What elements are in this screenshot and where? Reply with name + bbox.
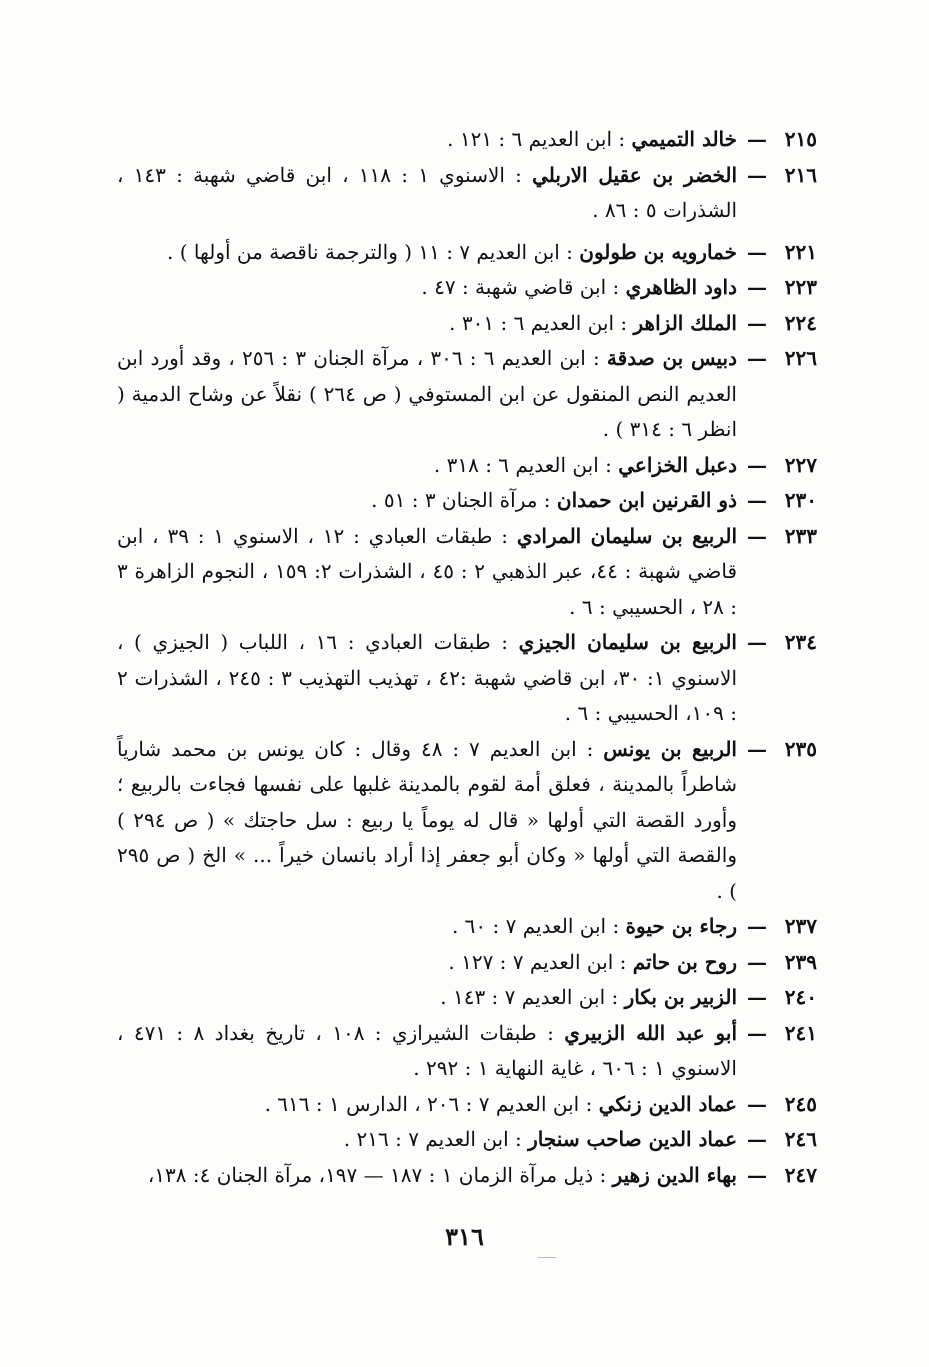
entry-name: داود الظاهري — [625, 275, 737, 299]
entry-dash: — — [747, 1162, 767, 1187]
index-entry-241 — [117, 1016, 817, 1087]
entry-number: ٢١٥ — [784, 127, 817, 151]
entry-name: الربيع بن سليمان الجيزي — [518, 630, 737, 654]
entry-references: : ابن العديم ٦ : ١٢١ . — [447, 127, 632, 151]
entry-name: الربيع بن سليمان المرادي — [516, 523, 737, 548]
entry-dash: — — [747, 310, 767, 335]
entry-dash: — — [747, 1091, 767, 1116]
entry-references: : ابن العديم ٦ : ٣٠٦ ، مرآة الجنان ٣ : ٢٥٦ ، وقد أورد ابن العديم النص المنقول عن ابن المستوفي ( ص ٢٦٤ ) نقلاً عن وشاح الدمية ( انظر ٦ : ٣١٤ ) . — [117, 346, 737, 441]
entry-dash: — — [747, 914, 767, 938]
index-entry-223 — [117, 270, 817, 306]
entry-references: : ابن العديم ٧ : ١٢٧ . — [448, 949, 633, 974]
entry-number: ٢٣٤ — [784, 630, 817, 654]
index-entry-226 — [117, 341, 817, 448]
entry-name: عماد الدين صاحب سنجار — [528, 1127, 737, 1151]
entry-dash: — — [747, 949, 767, 974]
entry-name: الزبير بن بكار — [624, 985, 737, 1009]
index-entry-221 — [117, 235, 817, 271]
index-entry-233 — [117, 519, 817, 626]
entry-references: : الاسنوي ١ : ١١٨ ، ابن قاضي شهبة : ١٤٣ ، الشذرات ٥ : ٨٦ . — [117, 162, 737, 222]
entry-name: روح بن حاتم — [632, 949, 737, 974]
entry-number: ٢٣٣ — [784, 523, 817, 548]
entry-name: الربيع بن يونس — [603, 736, 737, 761]
entry-number: ٢٤١ — [784, 1020, 817, 1045]
entry-number: ٢٢٣ — [784, 275, 817, 299]
entry-number: ٢٢١ — [784, 239, 817, 264]
index-entry-234 — [117, 625, 817, 732]
entry-name: أبو عبد الله الزبيري — [564, 1020, 738, 1045]
entry-dash: — — [747, 1020, 767, 1045]
entry-name: ذو القرنين ابن حمدان — [556, 488, 737, 512]
entry-number: ٢٣٩ — [784, 949, 817, 974]
entry-name: دعبل الخزاعي — [618, 452, 737, 477]
entry-dash: — — [747, 346, 767, 370]
entry-number: ٢٤٥ — [784, 1091, 817, 1116]
entry-name: خالد التميمي — [631, 127, 737, 151]
entry-number: ٢١٦ — [784, 162, 817, 187]
entry-number: ٢٤٦ — [784, 1127, 817, 1151]
index-entry-237 — [117, 909, 817, 945]
entry-references: : ابن العديم ٧ : ٦٠ . — [451, 914, 626, 938]
entry-dash: — — [747, 523, 767, 548]
entry-number: ٢٢٦ — [784, 346, 817, 370]
index-entry-235 — [117, 732, 817, 910]
index-entry-224 — [117, 306, 817, 342]
entry-number: ٢٣٧ — [784, 914, 817, 938]
entry-name: خمارويه بن طولون — [579, 239, 737, 264]
entry-references: : ابن العديم ٧ : ٢١٦ . — [343, 1127, 529, 1151]
index-entry-230 — [117, 483, 817, 519]
entry-name: رجاء بن حيوة — [625, 914, 737, 938]
entry-name: الملك الزاهر — [633, 310, 737, 335]
page-number: ٣١٦ — [445, 1222, 484, 1251]
index-entry-215 — [117, 122, 817, 158]
page-number-rule — [538, 1257, 556, 1258]
entry-name: بهاء الدين زهير — [612, 1162, 737, 1187]
index-entry-216 — [117, 158, 817, 229]
entry-dash: — — [747, 239, 767, 264]
entry-references: : ابن العديم ٧ : ١١ ( والترجمة ناقصة من أولها ) . — [167, 239, 580, 264]
entry-number: ٢٣٥ — [784, 736, 817, 761]
entry-references: : مرآة الجنان ٣ : ٥١ . — [371, 488, 557, 512]
entry-references: : طبقات الشيرازي : ١٠٨ ، تاريخ بغداد ٨ : ٤٧١ ، الاسنوي ١ : ٦٠٦ ، غاية النهاية ١ : ٢٩٢ . — [117, 1020, 737, 1080]
entry-references: : طبقات العبادي : ١٢ ، الاسنوي ١ : ٣٩ ، ابن قاضي شهبة : ٤٤، عبر الذهبي ٢ : ٤٥ ، الشذرات ٢: ١٥٩ ، النجوم الزاهرة ٣ : ٢٨ ، الحسيبي : ٦ . — [117, 523, 737, 619]
index-entry-245 — [117, 1087, 817, 1123]
entry-references: : طبقات العبادي : ١٦ ، اللباب ( الجيزي ) ، الاسنوي ١: ٣٠، ابن قاضي شهبة :٤٢ ، تهذيب التهذيب ٣ : ٢٤٥ ، الشذرات ٢ : ١٠٩، الحسيبي : ٦ . — [117, 630, 738, 725]
entry-name: دبيس بن صدقة — [606, 346, 738, 370]
entry-dash: — — [747, 127, 767, 151]
entry-dash: — — [747, 1127, 767, 1151]
entry-dash: — — [747, 736, 767, 761]
index-entry-227 — [117, 448, 817, 484]
index-entry-240 — [117, 980, 817, 1016]
entry-dash: — — [747, 452, 767, 477]
entry-number: ٢٣٠ — [784, 488, 817, 512]
entry-name: عماد الدين زنكي — [598, 1091, 737, 1116]
entry-dash: — — [747, 162, 767, 187]
entry-references: : ابن العديم ٦ : ٣٠١ . — [449, 310, 634, 335]
entry-number: ٢٤٧ — [784, 1162, 817, 1187]
entry-number: ٢٢٧ — [784, 452, 817, 477]
entry-dash: — — [747, 488, 767, 512]
entry-number: ٢٤٠ — [784, 985, 817, 1009]
entry-name: الخضر بن عقيل الاربلي — [532, 162, 737, 187]
entry-references: : ابن العديم ٧ : ٤٨ وقال : كان يونس بن محمد شارياً شاطراً بالمدينة ، فعلق أمة لقوم بالمدينة غلبها على نفسها فجاءت بالربيع ؛ وأورد القصة التي أولها « قال له يوماً يا ربيع : سل حاجتك » ( ص ٢٩٤ ) والقصة التي أولها « وكان أبو جعفر إذا أراد بانسان خيراً ... » الخ ( ص ٢٩٥ ) . — [117, 736, 738, 903]
entry-references: : ذيل مرآة الزمان ١ : ١٨٧ — ١٩٧، مرآة الجنان ٤: ١٣٨، — [147, 1162, 613, 1187]
index-entry-246 — [117, 1122, 817, 1158]
index-entry-239 — [117, 945, 817, 981]
index-entry-247 — [117, 1158, 817, 1194]
entry-number: ٢٢٤ — [784, 310, 817, 335]
entry-dash: — — [747, 985, 767, 1009]
entry-references: : ابن العديم ٧ : ١٤٣ . — [440, 985, 625, 1009]
entry-dash: — — [747, 630, 767, 654]
entry-dash: — — [747, 275, 767, 299]
index-entries — [117, 122, 817, 1193]
entry-references: : ابن العديم ٦ : ٣١٨ . — [433, 452, 619, 477]
entry-references: : ابن العديم ٧ : ٢٠٦ ، الدارس ١ : ٦١٦ . — [264, 1091, 599, 1116]
entry-references: : ابن قاضي شهبة : ٤٧ . — [421, 275, 626, 299]
